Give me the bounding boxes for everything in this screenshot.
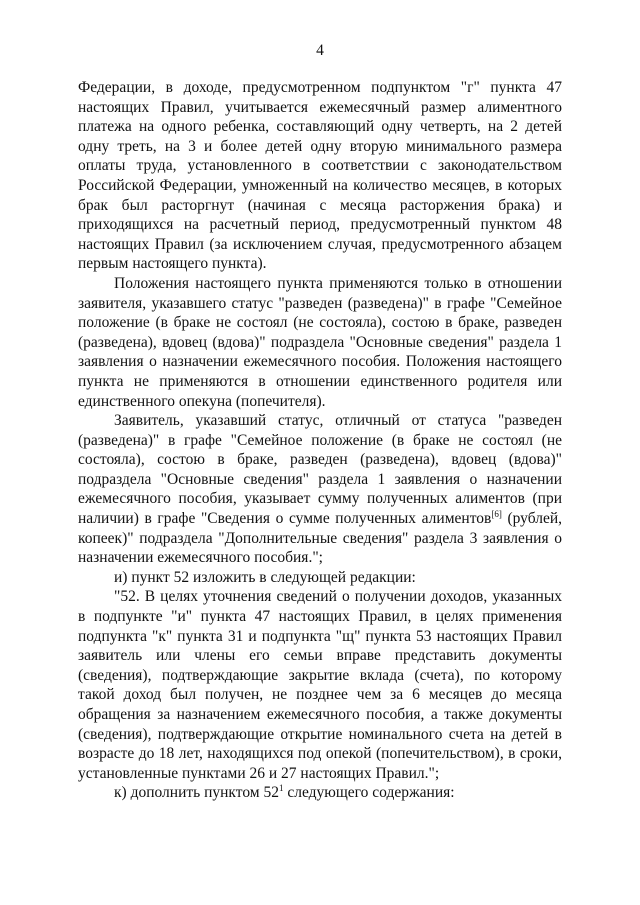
paragraph-continuation: Федерации, в доходе, предусмотренном подпунктом "г" пункта 47 настоящих Правил, учитывается ежемесячный размер алиментного платежа на одного ребенка, составляющий одну четверть, на 2 детей одну треть, на 3 и более детей одну вторую минимального размера оплаты труда, установленного в соответствии с законодательством Российской Федерации, умноженный на количество месяцев, в которых брак был расторгнут (начиная с месяца расторжения брака) и приходящихся на расчетный период, предусмотренный пунктом 48 настоящих Правил (за исключением случая, предусмотренного абзацем первым настоящего пункта).: [78, 79, 562, 273]
superscript-marker: 1: [278, 783, 284, 794]
page-number: 4: [316, 42, 324, 59]
paragraph-applicability: Положения настоящего пункта применяются только в отношении заявителя, указавшего статус "разведен (разведена)" в графе "Семейное положение (в браке не состоял (не состояла), состою в браке, разведен (разведена), вдовец (вдова)" подраздела "Основные сведения" раздела 1 заявления о назначении ежемесячного пособия. Положения настоящего пункта не применяются в отношении единственного родителя или единственного опекуна (попечителя).: [78, 274, 562, 410]
footnote-marker: [6]: [491, 509, 502, 520]
document-body: [78, 78, 562, 803]
paragraph-point-52: "52. В целях уточнения сведений о получении доходов, указанных в подпункте "и" пункта 47 настоящих Правил, в целях применения подпункта "к" пункта 31 и подпункта "щ" пункта 53 настоящих Правил заявитель или члены его семьи вправе представить документы (сведения), подтверждающие закрытие вклада (счета), по которому такой доход был получен, не позднее чем за 6 месяцев до месяца обращения за назначением ежемесячного пособия, а также документы (сведения), подтверждающие открытие номинального счета на детей в возрасте до 18 лет, находящихся под опекой (попечительством), в сроки, установленные пунктами 26 и 27 настоящих Правил.";: [78, 588, 562, 782]
paragraph-alimony-amount-text-end: (рублей, копеек)" подраздела "Дополнительные сведения" раздела 3 заявления о назначении ежемесячного пособия.";: [78, 510, 562, 567]
paragraph-item-k-text-end: следующего содержания:: [283, 784, 455, 802]
paragraph-alimony-amount-text: Заявитель, указавший статус, отличный от статуса "разведен (разведена)" в графе "Семейное положение (в браке не состоял (не состояла), состою в браке, разведен (разведена), вдовец (вдова)" подраздела "Основные сведения" раздела 1 заявления о назначении ежемесячного пособия, указывает сумму полученных алиментов (при наличии) в графе "Сведения о сумме полученных алиментов: [78, 412, 562, 528]
paragraph-item-k-text: к) дополнить пунктом 52: [114, 784, 279, 802]
paragraph-item-i: и) пункт 52 изложить в следующей редакции:: [114, 568, 416, 586]
paragraph-item-k: [78, 783, 562, 803]
paragraph-alimony-amount: [78, 411, 562, 568]
